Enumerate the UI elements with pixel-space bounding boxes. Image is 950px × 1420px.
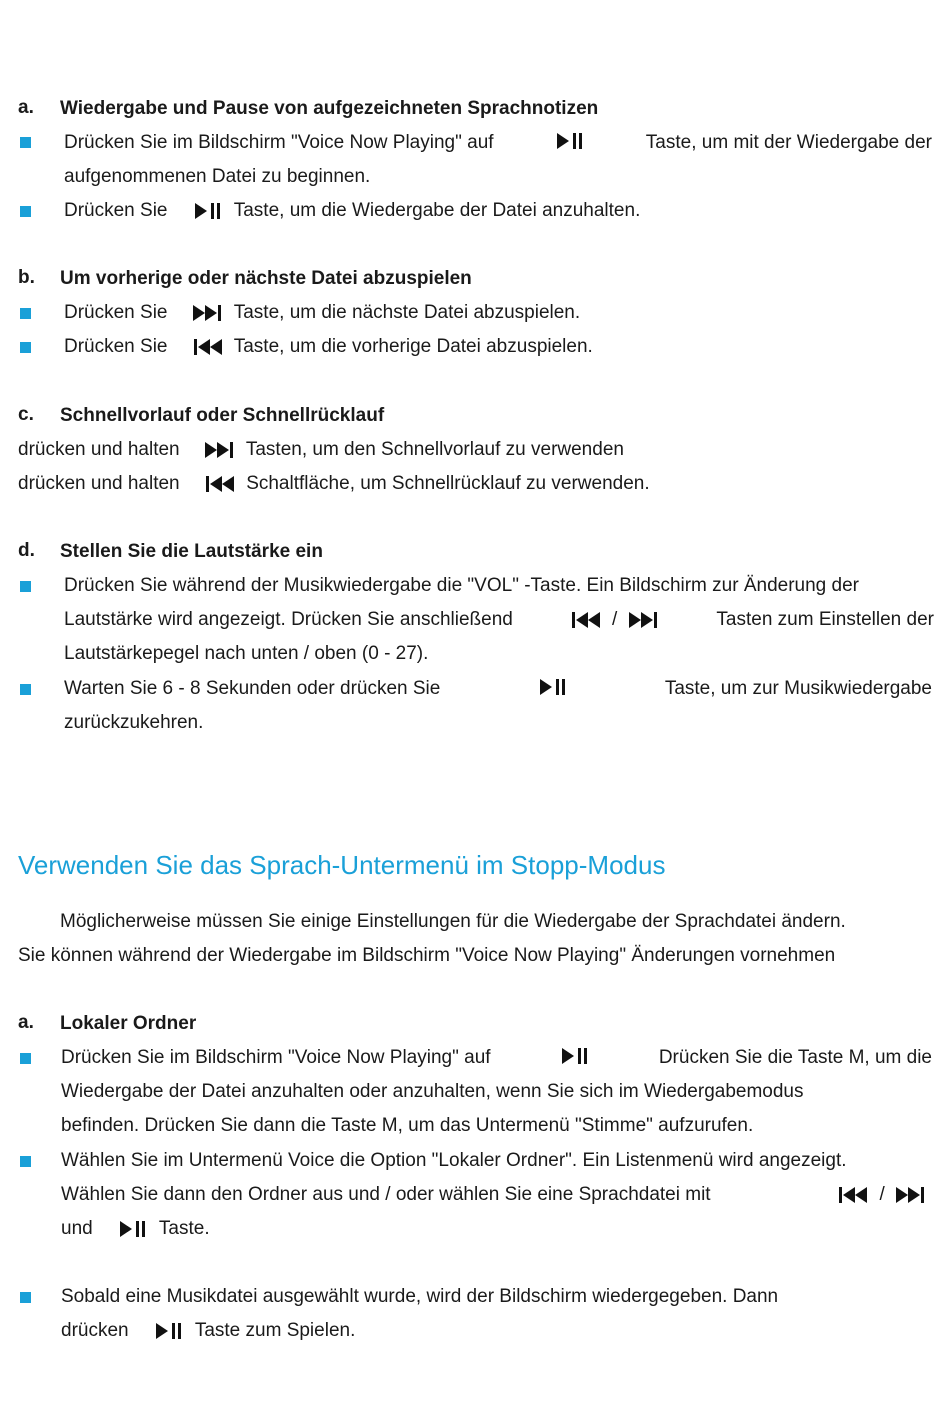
play-pause-icon bbox=[553, 131, 587, 151]
previous-icon bbox=[203, 474, 237, 494]
section-c-line-2: drücken und halten Schaltfläche, um Schnellrücklauf zu verwenden. bbox=[18, 473, 650, 494]
bullet-square-icon bbox=[20, 342, 31, 353]
play-pause-icon bbox=[152, 1321, 186, 1341]
section-a2-bullet-1-line-1: Drücken Sie im Bildschirm "Voice Now Playing" auf Drücken Sie die Taste M, um die bbox=[61, 1047, 932, 1068]
section-d-bullet-1-line-1: Drücken Sie während der Musikwiedergabe die "VOL" -Taste. Ein Bildschirm zur Änderung der bbox=[64, 575, 859, 596]
section-c-letter: c. bbox=[18, 404, 34, 425]
section-d-bullet-1-line-3: Lautstärkepegel nach unten / oben (0 - 27). bbox=[64, 643, 429, 664]
bullet-square-icon bbox=[20, 1156, 31, 1167]
section-a-title: Wiedergabe und Pause von aufgezeichneten Sprachnotizen bbox=[60, 98, 599, 119]
section-a2-letter: a. bbox=[18, 1012, 34, 1033]
section-d-bullet-2: Warten Sie 6 - 8 Sekunden oder drücken Sie Taste, um zur Musikwiedergabe bbox=[64, 678, 932, 699]
previous-icon bbox=[191, 337, 225, 357]
section-d-title: Stellen Sie die Lautstärke ein bbox=[60, 541, 323, 562]
next-icon bbox=[203, 440, 237, 460]
bullet-square-icon bbox=[20, 1053, 31, 1064]
section-d-bullet-2-line-2: zurückzukehren. bbox=[64, 712, 204, 733]
section-a2-bullet-1-line-2: Wiedergabe der Datei anzuhalten oder anzuhalten, wenn Sie sich im Wiedergabemodus bbox=[61, 1081, 804, 1102]
next-icon bbox=[627, 610, 661, 630]
intro-line-1: Möglicherweise müssen Sie einige Einstellungen für die Wiedergabe der Sprachdatei ändern. bbox=[60, 911, 846, 932]
bullet-square-icon bbox=[20, 1292, 31, 1303]
section-c-line-1: drücken und halten Tasten, um den Schnellvorlauf zu verwenden bbox=[18, 439, 624, 460]
section-b-title: Um vorherige oder nächste Datei abzuspielen bbox=[60, 268, 472, 289]
section-a-letter: a. bbox=[18, 97, 34, 118]
section-a2-bullet-3-line-2: drücken Taste zum Spielen. bbox=[61, 1320, 356, 1341]
play-pause-icon bbox=[116, 1219, 150, 1239]
play-pause-icon bbox=[558, 1046, 592, 1066]
intro-line-2: Sie können während der Wiedergabe im Bildschirm "Voice Now Playing" Änderungen vornehmen bbox=[18, 945, 836, 966]
section-d-bullet-1-line-2: Lautstärke wird angezeigt. Drücken Sie anschließend / Tasten zum Einstellen der bbox=[64, 609, 934, 630]
bullet-square-icon bbox=[20, 308, 31, 319]
previous-icon bbox=[836, 1185, 870, 1205]
section-heading: Verwenden Sie das Sprach-Untermenü im Stopp-Modus bbox=[18, 850, 666, 880]
section-a2-bullet-2-line-2: Wählen Sie dann den Ordner aus und / oder wählen Sie eine Sprachdatei mit / bbox=[61, 1183, 932, 1207]
section-a2-title: Lokaler Ordner bbox=[60, 1013, 197, 1034]
section-b-bullet-1: Drücken Sie Taste, um die nächste Datei abzuspielen. bbox=[64, 302, 581, 323]
section-b-letter: b. bbox=[18, 267, 35, 288]
next-icon bbox=[894, 1185, 928, 1205]
section-d-letter: d. bbox=[18, 540, 35, 561]
bullet-square-icon bbox=[20, 137, 31, 148]
bullet-square-icon bbox=[20, 684, 31, 695]
section-a2-bullet-2-line-3: und Taste. bbox=[61, 1218, 210, 1239]
play-pause-icon bbox=[191, 201, 225, 221]
next-icon bbox=[191, 303, 225, 323]
section-c-title: Schnellvorlauf oder Schnellrücklauf bbox=[60, 405, 385, 426]
section-a2-bullet-3-line-1: Sobald eine Musikdatei ausgewählt wurde, wird der Bildschirm wiedergegeben. Dann bbox=[61, 1286, 779, 1307]
section-a-bullet-1-line-2: aufgenommenen Datei zu beginnen. bbox=[64, 166, 371, 187]
section-b-bullet-2: Drücken Sie Taste, um die vorherige Datei abzuspielen. bbox=[64, 336, 593, 357]
bullet-square-icon bbox=[20, 206, 31, 217]
section-a-bullet-1: Drücken Sie im Bildschirm "Voice Now Playing" auf Taste, um mit der Wiedergabe der bbox=[64, 132, 932, 153]
play-pause-icon bbox=[536, 677, 570, 697]
section-a2-bullet-1-line-3: befinden. Drücken Sie dann die Taste M, um das Untermenü "Stimme" aufzurufen. bbox=[61, 1115, 754, 1136]
section-a-bullet-2: Drücken Sie Taste, um die Wiedergabe der Datei anzuhalten. bbox=[64, 200, 641, 221]
previous-icon bbox=[569, 610, 603, 630]
section-a2-bullet-2-line-1: Wählen Sie im Untermenü Voice die Option "Lokaler Ordner". Ein Listenmenü wird angezeigt. bbox=[61, 1150, 847, 1171]
bullet-square-icon bbox=[20, 581, 31, 592]
